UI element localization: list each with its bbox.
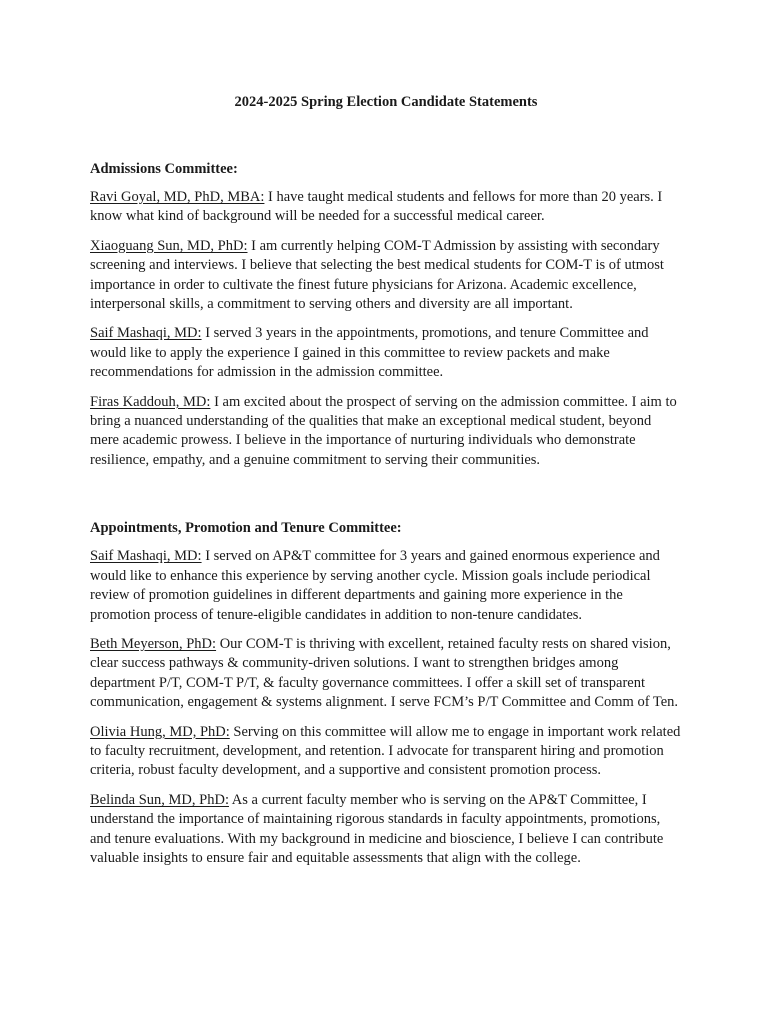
statement-text: I served 3 years in the appointments, promotions, and tenure Committee and would like to apply the experience I gained in this committee to review packets and make recommendations for admission in the admission committee. bbox=[90, 325, 649, 381]
candidate-statement bbox=[90, 393, 682, 471]
candidate-name: Xiaoguang Sun, MD, PhD: bbox=[90, 237, 248, 254]
candidate-statement bbox=[90, 188, 682, 227]
candidate-name: Firas Kaddouh, MD: bbox=[90, 393, 211, 410]
section-heading: Admissions Committee: bbox=[90, 161, 238, 177]
candidate-name: Belinda Sun, MD, PhD: bbox=[90, 791, 229, 808]
statement-text: I served on AP&T committee for 3 years and gained enormous experience and would like to enhance this experience by serving another cycle. Mission goals include periodical review of promotion guidelines in different departments and gaining more experience in the promotion process of tenure-eligible candidates in addition to non-tenure candidates. bbox=[90, 548, 660, 623]
candidate-statement bbox=[90, 723, 682, 781]
section-admissions-committee bbox=[90, 159, 682, 470]
statement-text: I have taught medical students and fellows for more than 20 years. I know what kind of background will be needed for a successful medical career. bbox=[90, 189, 663, 225]
candidate-name: Ravi Goyal, MD, PhD, MBA: bbox=[90, 189, 265, 205]
statement-text: As a current faculty member who is serving on the AP&T Committee, I understand the importance of maintaining rigorous standards in faculty appointments, promotions, and tenure evaluations. With my background in medicine and bioscience, I believe I can contribute valuable insights to ensure fair and equitable assessments that align with the college. bbox=[90, 791, 664, 866]
candidate-statement bbox=[90, 547, 682, 625]
section-spacer bbox=[90, 480, 682, 518]
statement-text: Serving on this committee will allow me to engage in important work related to faculty recruitment, development, and retention. I advocate for transparent hiring and promotion criteria, robust faculty development, and a supportive and consistent promotion process. bbox=[90, 723, 681, 779]
section-heading: Appointments, Promotion and Tenure Committee: bbox=[90, 520, 402, 537]
statement-text: Our COM-T is thriving with excellent, retained faculty rests on shared vision, clear success pathways & community-driven solutions. I want to strengthen bridges among department P/T, COM-T P/T, & faculty governance committees. I offer a skill set of transparent communication, engagement & systems alignment. I serve FCM’s P/T Committee and Comm of Ten. bbox=[90, 635, 679, 711]
candidate-name: Beth Meyerson, PhD: bbox=[90, 635, 217, 652]
candidate-statement bbox=[90, 791, 682, 869]
candidate-statement bbox=[90, 635, 682, 713]
statement-text: I am currently helping COM-T Admission by assisting with secondary screening and interviews. I believe that selecting the best medical students for COM-T is of utmost importance in order to cultivate the finest future physicians for Arizona. Academic excellence, interpersonal skills, a commitment to serving others and diversity are all important. bbox=[90, 237, 664, 313]
document-title: 2024-2025 Spring Election Candidate Statements bbox=[234, 94, 538, 110]
candidate-name: Saif Mashaqi, MD: bbox=[90, 548, 202, 565]
candidate-name: Saif Mashaqi, MD: bbox=[90, 325, 202, 342]
candidate-statement bbox=[90, 237, 682, 315]
section-apt-committee bbox=[90, 518, 682, 868]
candidate-statement bbox=[90, 324, 682, 382]
candidate-name: Olivia Hung, MD, PhD: bbox=[90, 723, 230, 740]
statement-text: I am excited about the prospect of serving on the admission committee. I aim to bring a nuanced understanding of the qualities that make an exceptional medical student, beyond mere academic prowess. I believe in the importance of nurturing individuals who demonstrate resilience, empathy, and a genuine commitment to serving their communities. bbox=[90, 393, 677, 468]
document-page bbox=[90, 92, 682, 878]
